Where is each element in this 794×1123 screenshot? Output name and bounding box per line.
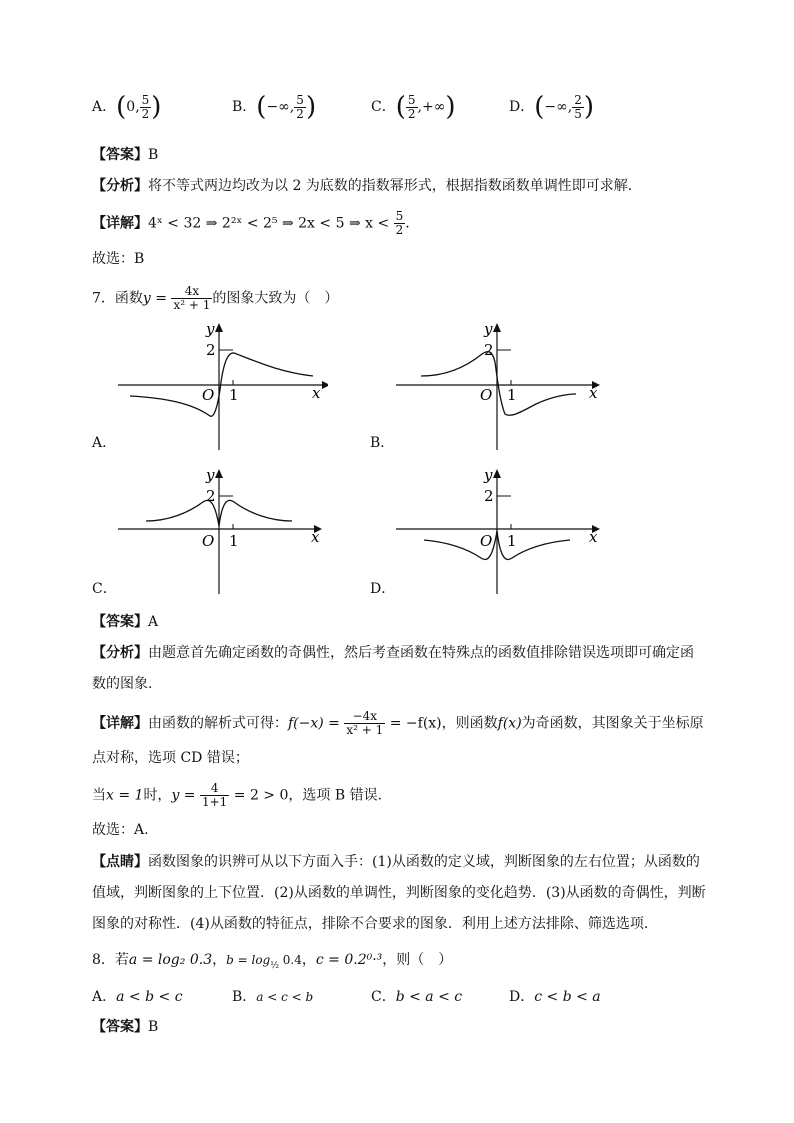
q6-detail: 【详解】4ˣ < 32 ⇒ 2²ˣ < 2⁵ ⇒ 2x < 5 ⇒ x < $\frac{5}{2}$ . [92,209,410,237]
q7-note-1: 【点睛】函数图象的识辨可从以下方面入手：(1)从函数的定义域，判断图象的左右位置；从函数的 [92,854,700,870]
q8-option-a: A．a < b < c [92,989,183,1005]
y-axis-arrow [215,469,223,478]
one-label: 1 [229,532,239,550]
q7-answer: 【答案】A [92,614,159,630]
graph-d [396,468,606,598]
two-label: 2 [484,341,494,359]
q7-analysis-2: 数的图象. [92,676,153,692]
y-label: y [206,322,215,338]
q8-answer: 【答案】B [92,1019,159,1035]
graph-b-label: B． [370,435,395,451]
graph-a-label: A． [92,435,117,451]
q7-analysis-1: 【分析】由题意首先确定函数的奇偶性，然后考查函数在特殊点的函数值排除错误选项即可确定函 [92,645,694,661]
q8-option-c: C．b < a < c [371,989,463,1005]
q6-conclusion: 故选：B [92,251,145,267]
y-label: y [484,322,493,338]
x-label: x [312,384,321,402]
x-label: x [589,384,598,402]
two-label: 2 [206,341,216,359]
origin-label: O [202,532,215,550]
q7-detail-2: 点对称，选项 CD 错误； [92,750,249,766]
q7-detail-3: 当x = 1时，y = $\frac{4}{1+1}$ = 2 > 0，选项 B 错误. [92,781,383,809]
y-label: y [206,468,215,484]
q7-conclusion: 故选：A. [92,822,149,838]
origin-label: O [480,386,493,404]
graph-b [396,322,606,452]
curve [421,352,576,416]
x-label: x [311,528,320,546]
x-label: x [589,528,598,546]
one-label: 1 [507,386,517,404]
q6-option-b: B．(−∞, $\frac{5}{2}$ ) [232,92,317,122]
q7-note-2: 值域，判断图象的上下位置．(2)从函数的单调性，判断图象的变化趋势．(3)从函数的奇偶性，判断 [92,885,706,901]
q7-detail-1: 【详解】由函数的解析式可得：f(−x) = $\frac{-4x}{\text{x² + 1}}$ = −f(x)，则函数f(x)为奇函数，其图象关于坐标原 [92,709,704,737]
origin-label: O [202,386,215,404]
q6-option-d: D．(−∞, $\frac{2}{5}$ ) [509,92,595,122]
two-label: 2 [206,487,216,505]
graph-c [118,468,328,598]
y-axis-arrow [493,469,501,478]
origin-label: O [480,532,493,550]
y-axis-arrow [215,323,223,332]
graph-c-label: C． [92,581,117,597]
two-label: 2 [484,487,494,505]
q6-analysis: 【分析】将不等式两边均改为以 2 为底数的指数幂形式，根据指数函数单调性即可求解. [92,178,633,194]
one-label: 1 [507,532,517,550]
q7-stem: 7．函数y = $\frac{4x}{\text{x² + 1}}$ 的图象大致为（ ） [92,284,339,312]
graph-a [118,322,328,452]
y-label: y [484,468,493,484]
q8-option-b: B．a < c < b [232,989,314,1005]
q8-stem: 8．若a = log₂ 0.3，$b = \log_{\frac{1}{2}} 0.4$，c = 0.2⁰·³，则（ ） [92,952,453,971]
x-axis-arrow [322,381,328,389]
q6-option-a: A．(0, $\frac{5}{2}$ ) [92,92,162,122]
q7-note-3: 图象的对称性．(4)从函数的特征点，排除不合要求的图象．利用上述方法排除、筛选选项． [92,916,658,932]
one-label: 1 [229,386,239,404]
q6-option-c: C．( $\frac{5}{2}$ ,+∞) [371,92,456,122]
q8-option-d: D．c < b < a [509,989,601,1005]
graph-d-label: D． [370,581,396,597]
y-axis-arrow [493,323,501,332]
q6-answer: 【答案】B [92,147,159,163]
